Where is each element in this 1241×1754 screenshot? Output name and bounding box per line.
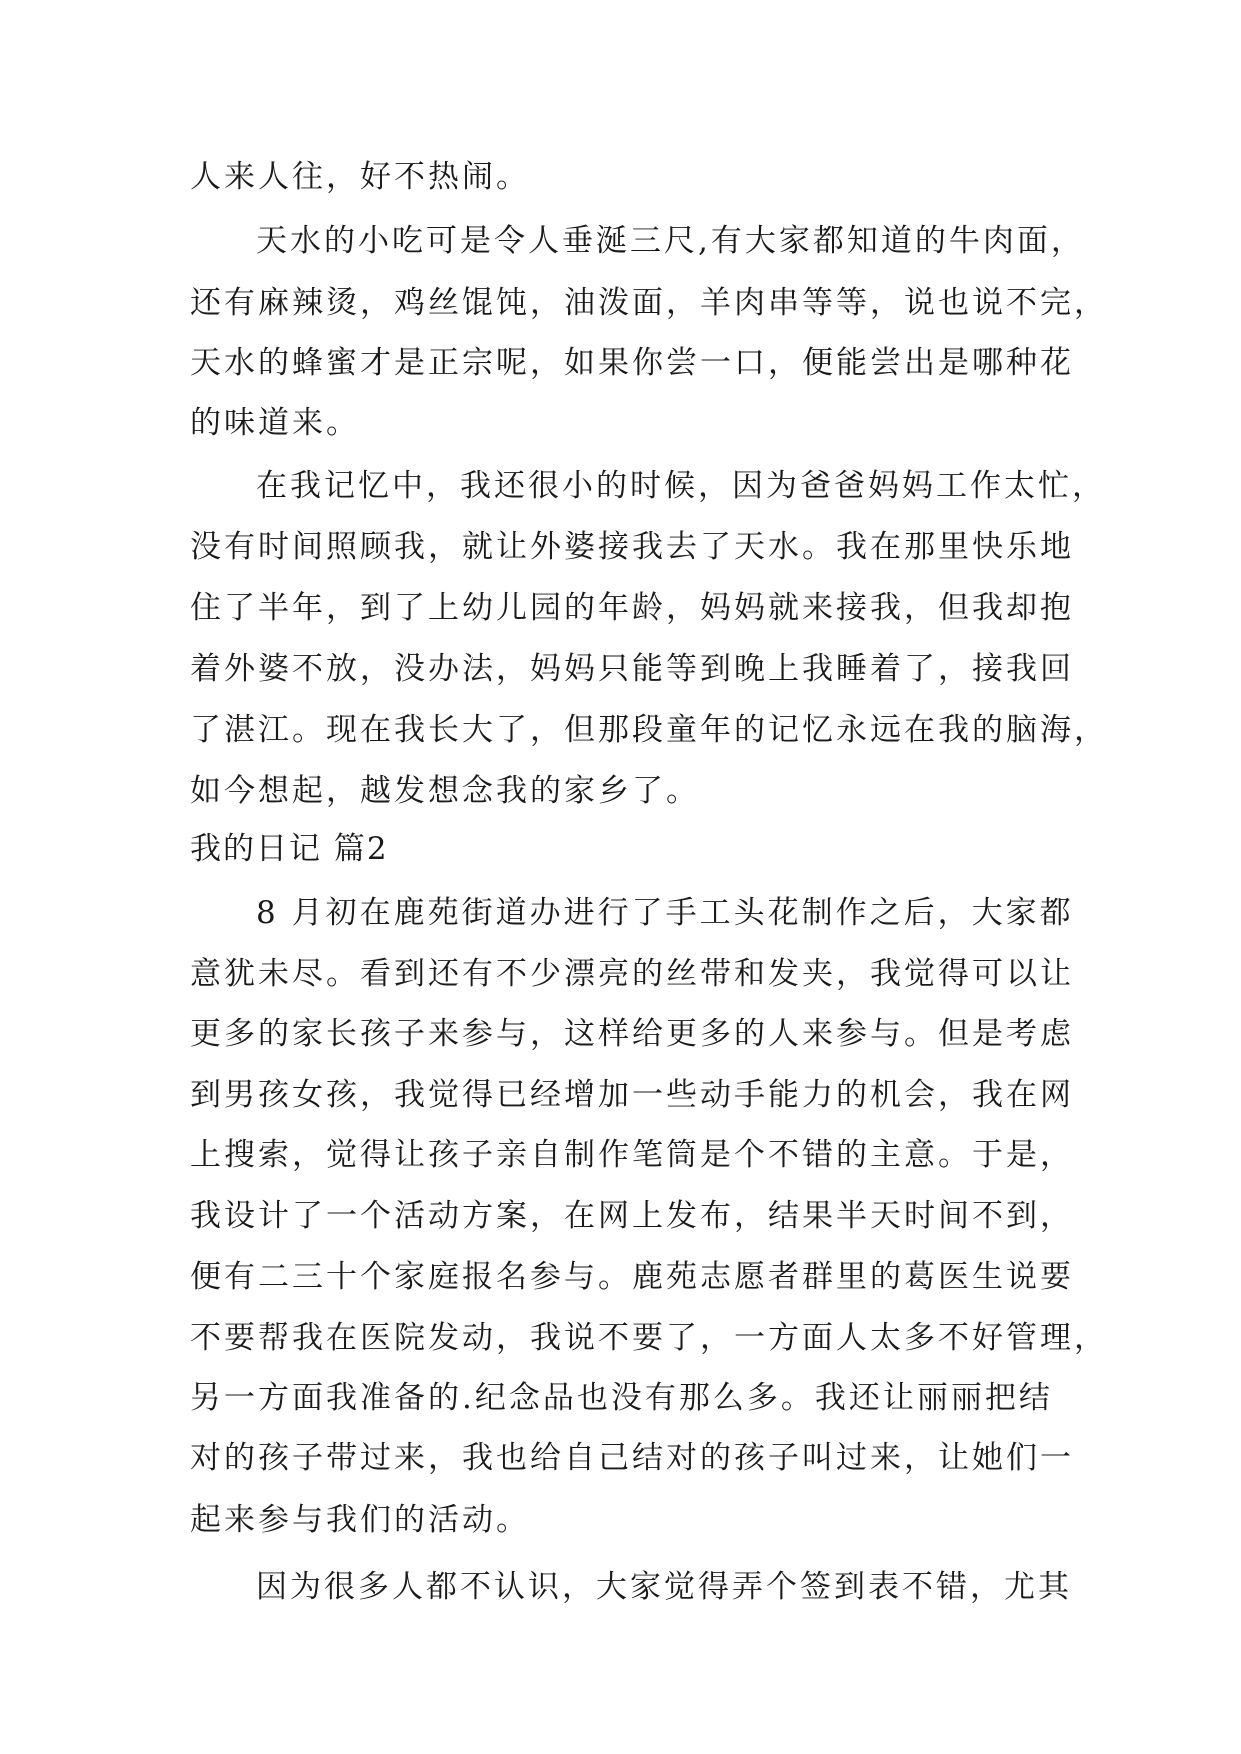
text-line: 意犹未尽。看到还有不少漂亮的丝带和发夹，我觉得可以让	[190, 956, 1074, 992]
paragraph-start-line: 8 月初在鹿苑街道办进行了手工头花制作之后，大家都	[256, 895, 1074, 931]
text-line: 更多的家长孩子来参与，这样给更多的人来参与。但是考虑	[190, 1016, 1074, 1052]
text-line: 着外婆不放，没办法，妈妈只能等到晚上我睡着了，接我回	[190, 651, 1074, 687]
text-line: 人来人往，好不热闹。	[190, 159, 530, 195]
text-line: 不要帮我在医院发动，我说不要了，一方面人太多不好管理，	[190, 1320, 1108, 1356]
text-line: 到男孩女孩，我觉得已经增加一些动手能力的机会，我在网	[190, 1077, 1074, 1113]
text-line: 住了半年，到了上幼儿园的年龄，妈妈就来接我，但我却抱	[190, 590, 1074, 626]
text-line: 了湛江。现在我长大了，但那段童年的记忆永远在我的脑海，	[190, 712, 1108, 748]
text-line: 对的孩子带过来，我也给自己结对的孩子叫过来，让她们一	[190, 1440, 1074, 1476]
paragraph-start-line: 在我记忆中，我还很小的时候，因为爸爸妈妈工作太忙，	[256, 468, 1106, 504]
paragraph-start-line: 因为很多人都不认识，大家觉得弄个签到表不错，尤其	[256, 1569, 1072, 1605]
text-line: 如今想起，越发想念我的家乡了。	[190, 773, 700, 809]
text-line: 上搜索，觉得让孩子亲自制作笔筒是个不错的主意。于是，	[190, 1137, 1074, 1173]
text-line: 另一方面我准备的.纪念品也没有那么多。我还让丽丽把结	[190, 1380, 1053, 1416]
text-line: 的味道来。	[190, 405, 360, 441]
section-heading: 我的日记 篇2	[190, 831, 389, 867]
text-line: 没有时间照顾我，就让外婆接我去了天水。我在那里快乐地	[190, 529, 1074, 565]
text-line: 我设计了一个活动方案，在网上发布，结果半天时间不到，	[190, 1198, 1074, 1234]
text-line: 还有麻辣烫，鸡丝馄饨，油泼面，羊肉串等等，说也说不完，	[190, 285, 1108, 321]
text-line: 起来参与我们的活动。	[190, 1502, 530, 1538]
text-line: 天水的蜂蜜才是正宗呢，如果你尝一口，便能尝出是哪种花	[190, 345, 1074, 381]
text-line: 便有二三十个家庭报名参与。鹿苑志愿者群里的葛医生说要	[190, 1259, 1074, 1295]
paragraph-start-line: 天水的小吃可是令人垂涎三尺,有大家都知道的牛肉面，	[256, 223, 1085, 259]
